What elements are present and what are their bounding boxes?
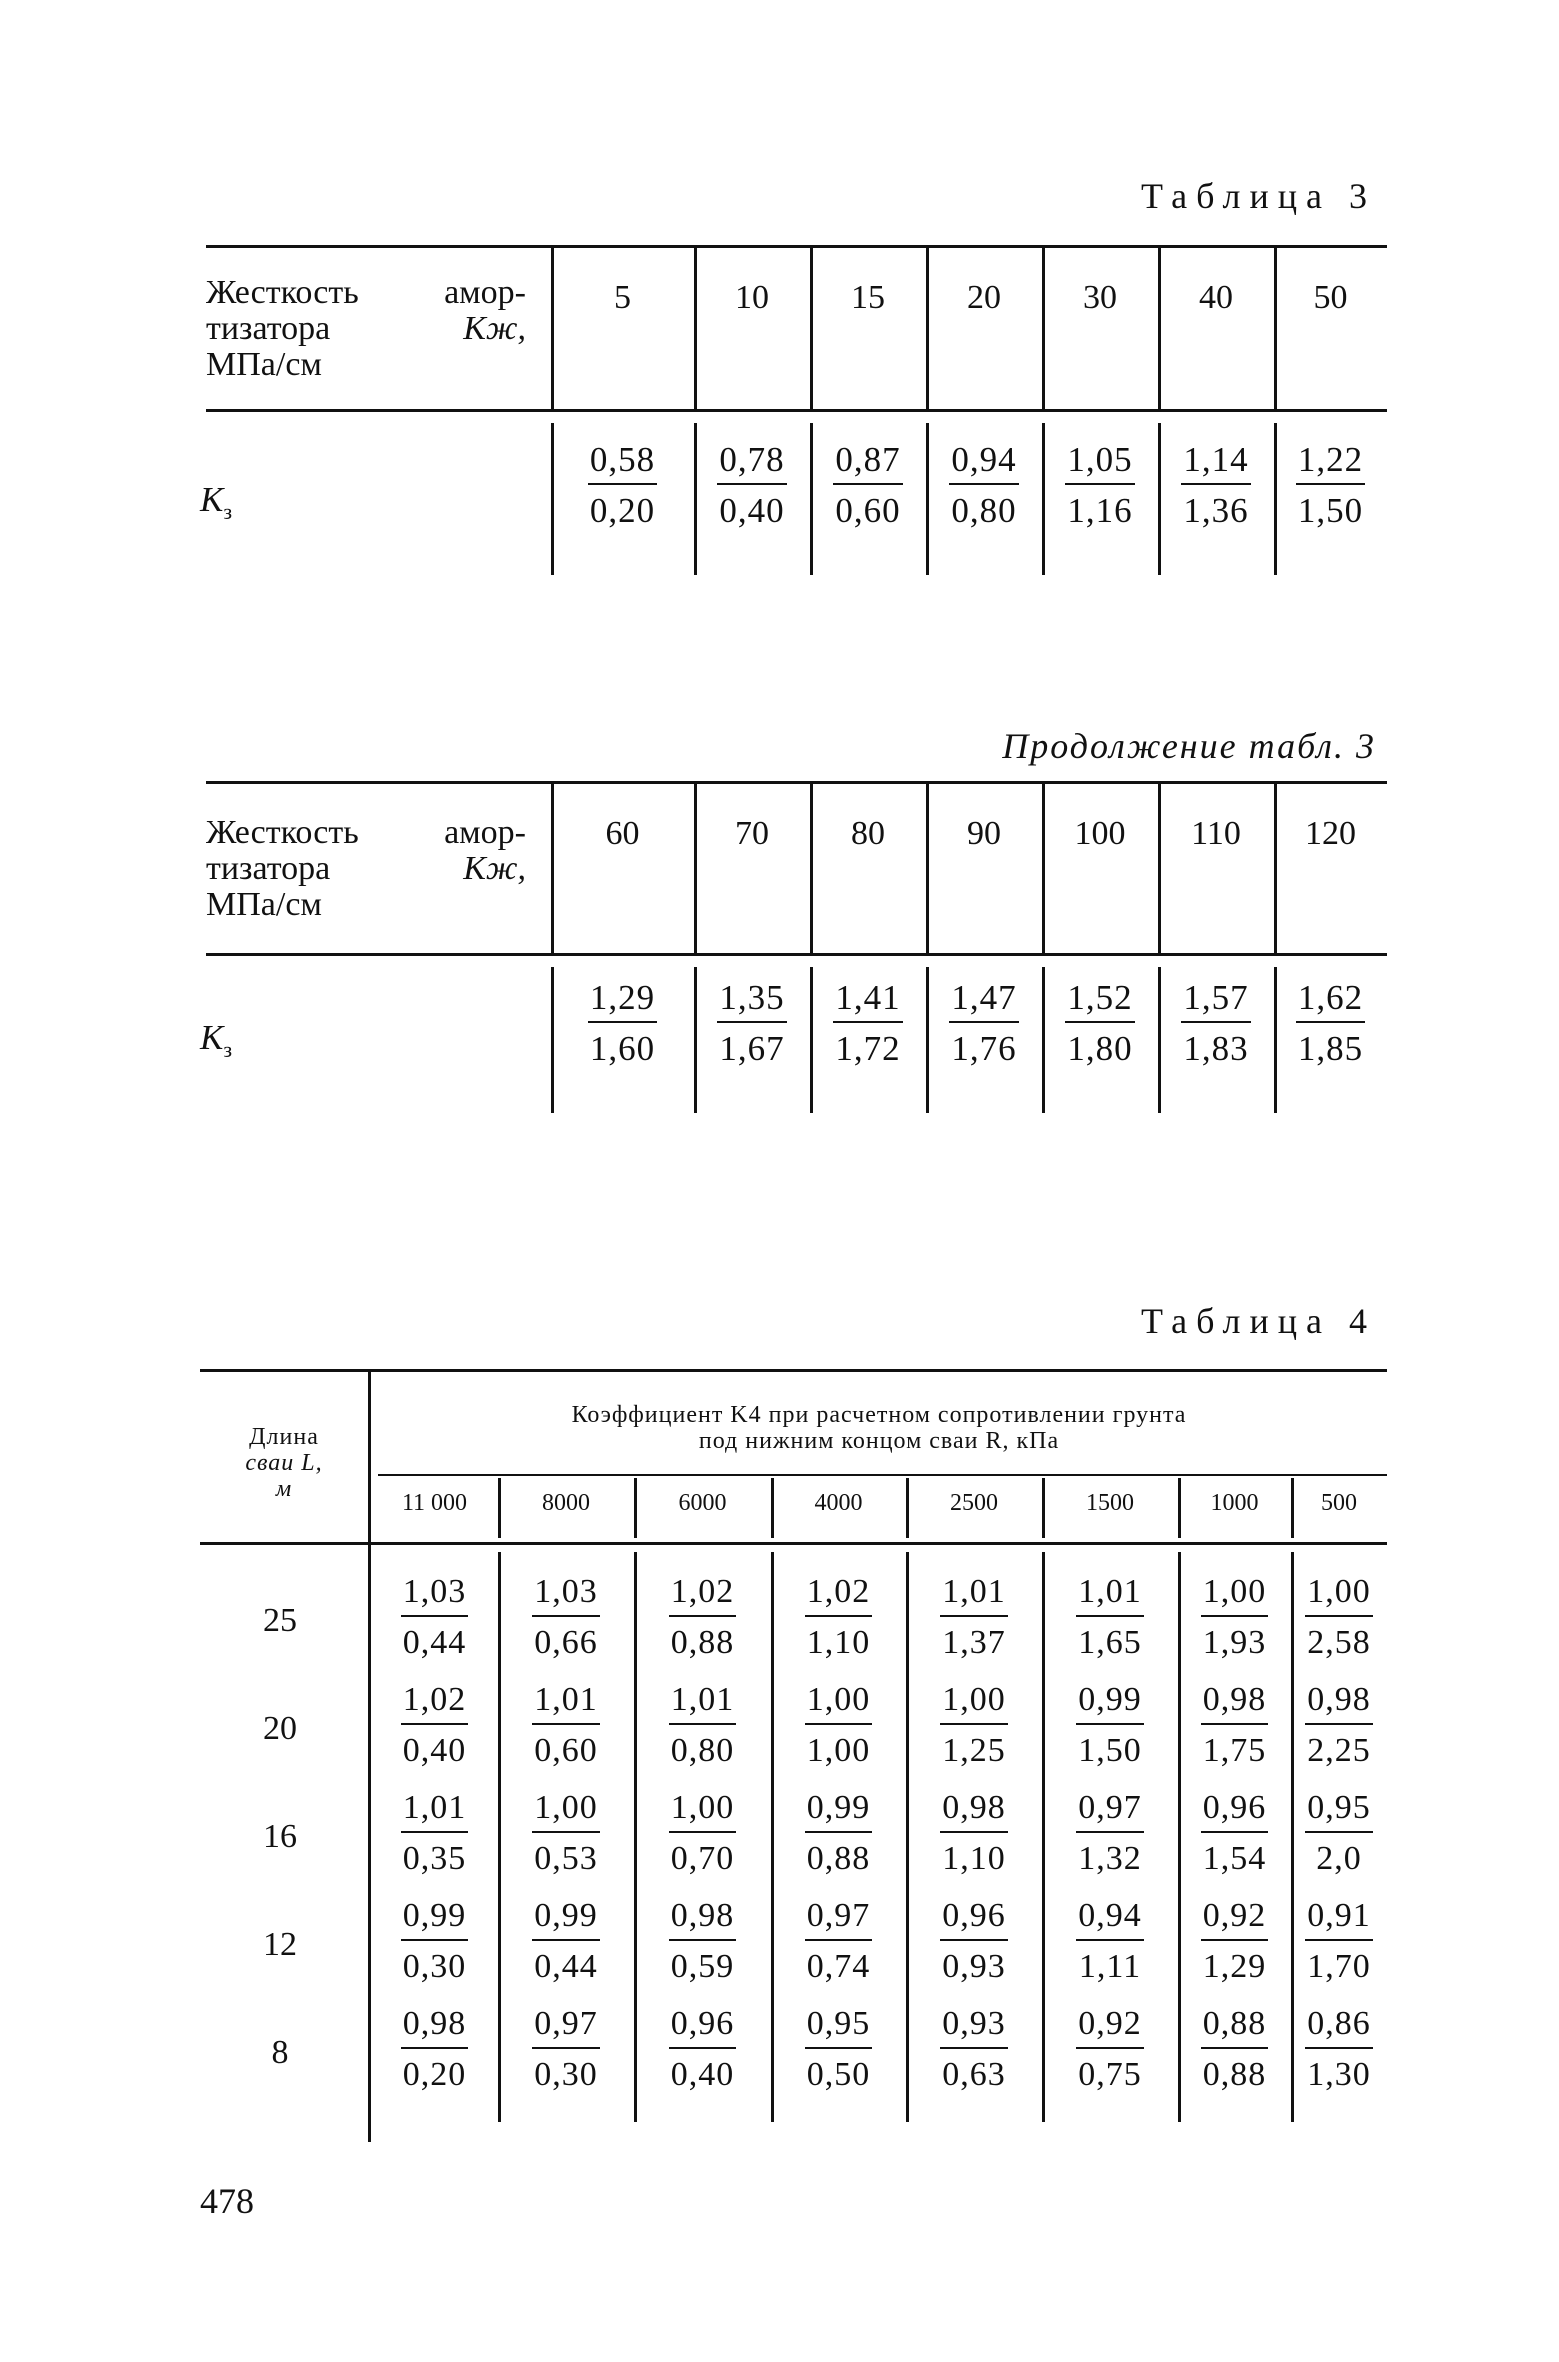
fraction-cell bbox=[1178, 1896, 1291, 1987]
fraction-cell bbox=[634, 2004, 771, 2095]
fraction-cell bbox=[1158, 978, 1274, 1069]
table3-cont-row-label: $K_з$ bbox=[200, 1018, 233, 1062]
numerator: 0,96 bbox=[940, 1896, 1008, 1941]
page-number: 478 bbox=[200, 2181, 254, 2221]
fraction-cell bbox=[810, 978, 926, 1069]
fraction-cell bbox=[1042, 1572, 1178, 1663]
fraction-cell bbox=[1158, 440, 1274, 531]
denominator: 1,60 bbox=[589, 1029, 656, 1068]
denominator: 1,76 bbox=[951, 1029, 1017, 1068]
numerator: 1,47 bbox=[949, 978, 1018, 1023]
denominator: 0,30 bbox=[534, 2056, 598, 2093]
column-divider bbox=[810, 784, 813, 953]
pile-length: 8 bbox=[271, 2034, 289, 2071]
fraction-cell bbox=[551, 440, 694, 531]
numerator: 0,98 bbox=[669, 1896, 737, 1941]
numerator: 1,01 bbox=[1076, 1572, 1144, 1617]
column-header: 90 bbox=[967, 815, 1001, 852]
pile-length: 12 bbox=[263, 1926, 297, 1963]
column-header: 8000 bbox=[542, 1490, 590, 1516]
denominator: 0,75 bbox=[1078, 2056, 1142, 2093]
fraction-cell bbox=[1291, 1788, 1387, 1879]
table4-group-header bbox=[371, 1402, 1387, 1454]
column-divider bbox=[926, 248, 929, 409]
column-header: 30 bbox=[1083, 279, 1117, 316]
numerator: 0,99 bbox=[401, 1896, 469, 1941]
numerator: 0,91 bbox=[1305, 1896, 1373, 1941]
fraction-cell bbox=[1274, 440, 1387, 531]
denominator: 1,70 bbox=[1307, 1948, 1371, 1985]
numerator: 1,57 bbox=[1181, 978, 1250, 1023]
fraction-cell bbox=[551, 978, 694, 1069]
fraction-cell bbox=[906, 1896, 1042, 1987]
hdr-line2-left: тизатора bbox=[206, 310, 331, 347]
column-divider bbox=[1158, 784, 1161, 953]
table3-top-rule bbox=[206, 245, 1387, 248]
hdr-line1-right: амор- bbox=[444, 274, 526, 311]
numerator: 1,03 bbox=[532, 1572, 600, 1617]
numerator: 1,41 bbox=[833, 978, 902, 1023]
numerator: 1,00 bbox=[1201, 1572, 1269, 1617]
column-header: 80 bbox=[851, 815, 885, 852]
numerator: 0,92 bbox=[1201, 1896, 1269, 1941]
denominator: 1,50 bbox=[1297, 491, 1364, 530]
column-header: 100 bbox=[1074, 815, 1126, 852]
column-divider bbox=[1042, 248, 1045, 409]
denominator: 0,44 bbox=[534, 1948, 598, 1985]
fraction-cell bbox=[906, 1680, 1042, 1771]
denominator: 1,30 bbox=[1307, 2056, 1371, 2093]
numerator: 0,99 bbox=[805, 1788, 873, 1833]
denominator: 0,60 bbox=[534, 1732, 598, 1769]
numerator: 0,98 bbox=[1201, 1680, 1269, 1725]
hdr-line3: МПа/см bbox=[206, 886, 322, 923]
column-header: 2500 bbox=[950, 1490, 998, 1516]
fraction-cell bbox=[634, 1896, 771, 1987]
table3-mid-rule bbox=[206, 409, 1387, 412]
numerator: 1,03 bbox=[401, 1572, 469, 1617]
fraction-cell bbox=[371, 1896, 498, 1987]
denominator: 2,25 bbox=[1307, 1732, 1371, 1769]
fraction-cell bbox=[906, 2004, 1042, 2095]
denominator: 2,58 bbox=[1307, 1624, 1371, 1661]
denominator: 0,63 bbox=[942, 2056, 1006, 2093]
numerator: 1,22 bbox=[1296, 440, 1365, 485]
denominator: 0,66 bbox=[534, 1624, 598, 1661]
fraction-cell bbox=[926, 978, 1042, 1069]
column-divider bbox=[551, 784, 554, 953]
pile-length: 25 bbox=[263, 1602, 297, 1639]
denominator: 0,80 bbox=[951, 491, 1017, 530]
pile-length: 16 bbox=[263, 1818, 297, 1855]
denominator: 0,44 bbox=[402, 1624, 467, 1661]
fraction-cell bbox=[1291, 1572, 1387, 1663]
fraction-cell bbox=[498, 1680, 634, 1771]
denominator: 1,16 bbox=[1067, 491, 1133, 530]
fraction-cell bbox=[1178, 1572, 1291, 1663]
numerator: 1,01 bbox=[532, 1680, 600, 1725]
table3-row-label: $K_з$ bbox=[200, 480, 233, 524]
fraction-cell bbox=[1291, 1896, 1387, 1987]
column-header: 50 bbox=[1313, 279, 1348, 316]
fraction-cell bbox=[1178, 1680, 1291, 1771]
denominator: 1,00 bbox=[806, 1732, 871, 1769]
table4-stub-header bbox=[200, 1424, 368, 1502]
column-header: 6000 bbox=[678, 1490, 727, 1516]
stub-line2: сваи L, bbox=[245, 1450, 323, 1476]
numerator: 1,02 bbox=[805, 1572, 873, 1617]
denominator: 1,85 bbox=[1297, 1029, 1364, 1068]
table4-top-rule bbox=[200, 1369, 1387, 1372]
numerator: 1,00 bbox=[940, 1680, 1008, 1725]
fraction-cell bbox=[926, 440, 1042, 531]
fraction-cell bbox=[771, 1896, 906, 1987]
denominator: 0,40 bbox=[402, 1732, 467, 1769]
fraction-cell bbox=[371, 1572, 498, 1663]
denominator: 0,20 bbox=[589, 491, 656, 530]
fraction-cell bbox=[634, 1680, 771, 1771]
column-divider bbox=[1274, 784, 1277, 953]
fraction-cell bbox=[634, 1572, 771, 1663]
denominator: 1,11 bbox=[1078, 1948, 1142, 1985]
denominator: 1,72 bbox=[835, 1029, 901, 1068]
fraction-cell bbox=[498, 2004, 634, 2095]
numerator: 1,52 bbox=[1065, 978, 1134, 1023]
numerator: 0,96 bbox=[1201, 1788, 1269, 1833]
denominator: 1,83 bbox=[1183, 1029, 1249, 1068]
numerator: 0,98 bbox=[401, 2004, 469, 2049]
denominator: 1,65 bbox=[1078, 1624, 1142, 1661]
column-header: 120 bbox=[1305, 815, 1356, 852]
numerator: 0,97 bbox=[1076, 1788, 1144, 1833]
denominator: 1,10 bbox=[806, 1624, 871, 1661]
numerator: 1,02 bbox=[401, 1680, 469, 1725]
hdr-line1-left: Жесткость bbox=[206, 274, 359, 311]
denominator: 1,37 bbox=[942, 1624, 1006, 1661]
fraction-cell bbox=[1274, 978, 1387, 1069]
denominator: 1,50 bbox=[1078, 1732, 1142, 1769]
denominator: 1,10 bbox=[942, 1840, 1006, 1877]
column-header: 10 bbox=[735, 279, 769, 316]
column-header: 40 bbox=[1199, 279, 1233, 316]
hdr-line1-left: Жесткость bbox=[206, 814, 359, 851]
denominator: 1,75 bbox=[1202, 1732, 1267, 1769]
fraction-cell bbox=[1042, 978, 1158, 1069]
column-divider bbox=[1042, 784, 1045, 953]
denominator: 0,88 bbox=[670, 1624, 735, 1661]
fraction-cell bbox=[1178, 2004, 1291, 2095]
denominator: 0,59 bbox=[670, 1948, 735, 1985]
numerator: 1,05 bbox=[1065, 440, 1134, 485]
numerator: 0,99 bbox=[1076, 1680, 1144, 1725]
numerator: 1,01 bbox=[401, 1788, 469, 1833]
numerator: 0,95 bbox=[1305, 1788, 1373, 1833]
column-divider bbox=[926, 784, 929, 953]
table4-group-rule bbox=[378, 1474, 1387, 1476]
column-divider bbox=[694, 784, 697, 953]
hdr-line2-left: тизатора bbox=[206, 850, 331, 887]
column-header: 4000 bbox=[814, 1490, 863, 1516]
column-header: 5 bbox=[614, 279, 631, 316]
fraction-cell bbox=[371, 1680, 498, 1771]
numerator: 0,92 bbox=[1076, 2004, 1144, 2049]
fraction-cell bbox=[498, 1572, 634, 1663]
fraction-cell bbox=[694, 440, 810, 531]
numerator: 0,97 bbox=[805, 1896, 873, 1941]
fraction-cell bbox=[771, 1572, 906, 1663]
stub-line1: Длина bbox=[249, 1424, 319, 1450]
table4-header-bottom-rule bbox=[200, 1542, 1387, 1545]
denominator: 1,25 bbox=[942, 1732, 1006, 1769]
fraction-cell bbox=[634, 1788, 771, 1879]
table4-caption: Таблица 4 bbox=[1141, 1301, 1376, 1341]
fraction-cell bbox=[371, 1788, 498, 1879]
denominator: 0,60 bbox=[835, 491, 901, 530]
numerator: 0,58 bbox=[588, 440, 657, 485]
column-divider bbox=[1274, 248, 1277, 409]
fraction-cell bbox=[498, 1788, 634, 1879]
table3-header-label bbox=[206, 275, 526, 383]
numerator: 0,78 bbox=[717, 440, 786, 485]
column-header: 15 bbox=[851, 279, 885, 316]
hdr-line2-right: Kж, bbox=[463, 850, 526, 887]
numerator: 0,86 bbox=[1305, 2004, 1373, 2049]
column-header: 1000 bbox=[1210, 1490, 1259, 1516]
hdr-line1-right: амор- bbox=[444, 814, 526, 851]
numerator: 1,14 bbox=[1181, 440, 1250, 485]
denominator: 0,88 bbox=[1202, 2056, 1267, 2093]
column-divider bbox=[1158, 248, 1161, 409]
numerator: 0,87 bbox=[833, 440, 902, 485]
denominator: 0,88 bbox=[806, 1840, 871, 1877]
numerator: 0,93 bbox=[940, 2004, 1008, 2049]
numerator: 1,00 bbox=[1305, 1572, 1373, 1617]
table3-cont-header-label bbox=[206, 815, 526, 923]
numerator: 0,88 bbox=[1201, 2004, 1269, 2049]
hdr-line3: МПа/см bbox=[206, 346, 322, 383]
column-divider bbox=[551, 248, 554, 409]
fraction-cell bbox=[1042, 440, 1158, 531]
numerator: 1,01 bbox=[669, 1680, 737, 1725]
fraction-cell bbox=[1042, 1680, 1178, 1771]
numerator: 0,99 bbox=[532, 1896, 600, 1941]
numerator: 0,94 bbox=[949, 440, 1018, 485]
denominator: 0,40 bbox=[670, 2056, 735, 2093]
denominator: 0,30 bbox=[402, 1948, 467, 1985]
denominator: 0,93 bbox=[942, 1948, 1006, 1985]
denominator: 1,54 bbox=[1202, 1840, 1267, 1877]
numerator: 1,00 bbox=[532, 1788, 600, 1833]
column-header: 20 bbox=[967, 279, 1001, 316]
stub-line3: м bbox=[275, 1476, 293, 1502]
denominator: 0,40 bbox=[719, 491, 785, 530]
fraction-cell bbox=[498, 1896, 634, 1987]
fraction-cell bbox=[1042, 1788, 1178, 1879]
fraction-cell bbox=[1042, 2004, 1178, 2095]
column-header: 70 bbox=[735, 815, 769, 852]
table3-caption: Таблица 3 bbox=[1141, 176, 1376, 216]
denominator: 1,80 bbox=[1067, 1029, 1133, 1068]
column-header: 110 bbox=[1191, 815, 1241, 852]
numerator: 0,97 bbox=[532, 2004, 600, 2049]
denominator: 0,70 bbox=[670, 1840, 735, 1877]
denominator: 0,35 bbox=[402, 1840, 467, 1877]
fraction-cell bbox=[694, 978, 810, 1069]
fraction-cell bbox=[771, 1680, 906, 1771]
numerator: 1,35 bbox=[717, 978, 786, 1023]
denominator: 1,32 bbox=[1078, 1840, 1142, 1877]
fraction-cell bbox=[1042, 1896, 1178, 1987]
column-header: 60 bbox=[605, 815, 640, 852]
fraction-cell bbox=[1178, 1788, 1291, 1879]
column-divider bbox=[694, 248, 697, 409]
numerator: 1,29 bbox=[588, 978, 657, 1023]
fraction-cell bbox=[906, 1572, 1042, 1663]
column-header: 1500 bbox=[1086, 1490, 1134, 1516]
fraction-cell bbox=[810, 440, 926, 531]
numerator: 0,96 bbox=[669, 2004, 737, 2049]
numerator: 1,62 bbox=[1296, 978, 1365, 1023]
denominator: 0,53 bbox=[534, 1840, 598, 1877]
fraction-cell bbox=[371, 2004, 498, 2095]
column-header: 11 000 bbox=[401, 1490, 468, 1516]
numerator: 1,00 bbox=[805, 1680, 873, 1725]
column-header: 500 bbox=[1321, 1490, 1357, 1516]
group-header-line1: Коэффициент K4 при расчетном сопротивлении грунта bbox=[571, 1402, 1187, 1428]
numerator: 0,98 bbox=[1305, 1680, 1373, 1725]
denominator: 0,74 bbox=[806, 1948, 871, 1985]
fraction-cell bbox=[906, 1788, 1042, 1879]
column-divider bbox=[810, 248, 813, 409]
denominator: 1,36 bbox=[1183, 491, 1249, 530]
numerator: 1,01 bbox=[940, 1572, 1008, 1617]
fraction-cell bbox=[771, 2004, 906, 2095]
numerator: 1,02 bbox=[669, 1572, 737, 1617]
table3-cont-mid-rule bbox=[206, 953, 1387, 956]
denominator: 1,67 bbox=[719, 1029, 785, 1068]
denominator: 0,20 bbox=[402, 2056, 467, 2093]
table3-cont-caption: Продолжение табл. 3 bbox=[1002, 726, 1376, 766]
denominator: 0,50 bbox=[806, 2056, 871, 2093]
table3-cont-top-rule bbox=[206, 781, 1387, 784]
denominator: 2,0 bbox=[1316, 1840, 1362, 1877]
denominator: 0,80 bbox=[670, 1732, 735, 1769]
denominator: 1,93 bbox=[1202, 1624, 1267, 1661]
hdr-line2-right: Kж, bbox=[463, 310, 526, 347]
numerator: 0,94 bbox=[1076, 1896, 1144, 1941]
pile-length: 20 bbox=[263, 1710, 297, 1747]
group-header-line2: под нижним концом сваи R, кПа bbox=[698, 1428, 1060, 1454]
fraction-cell bbox=[1291, 1680, 1387, 1771]
fraction-cell bbox=[771, 1788, 906, 1879]
denominator: 1,29 bbox=[1202, 1948, 1267, 1985]
numerator: 1,00 bbox=[669, 1788, 737, 1833]
numerator: 0,95 bbox=[805, 2004, 873, 2049]
fraction-cell bbox=[1291, 2004, 1387, 2095]
numerator: 0,98 bbox=[940, 1788, 1008, 1833]
